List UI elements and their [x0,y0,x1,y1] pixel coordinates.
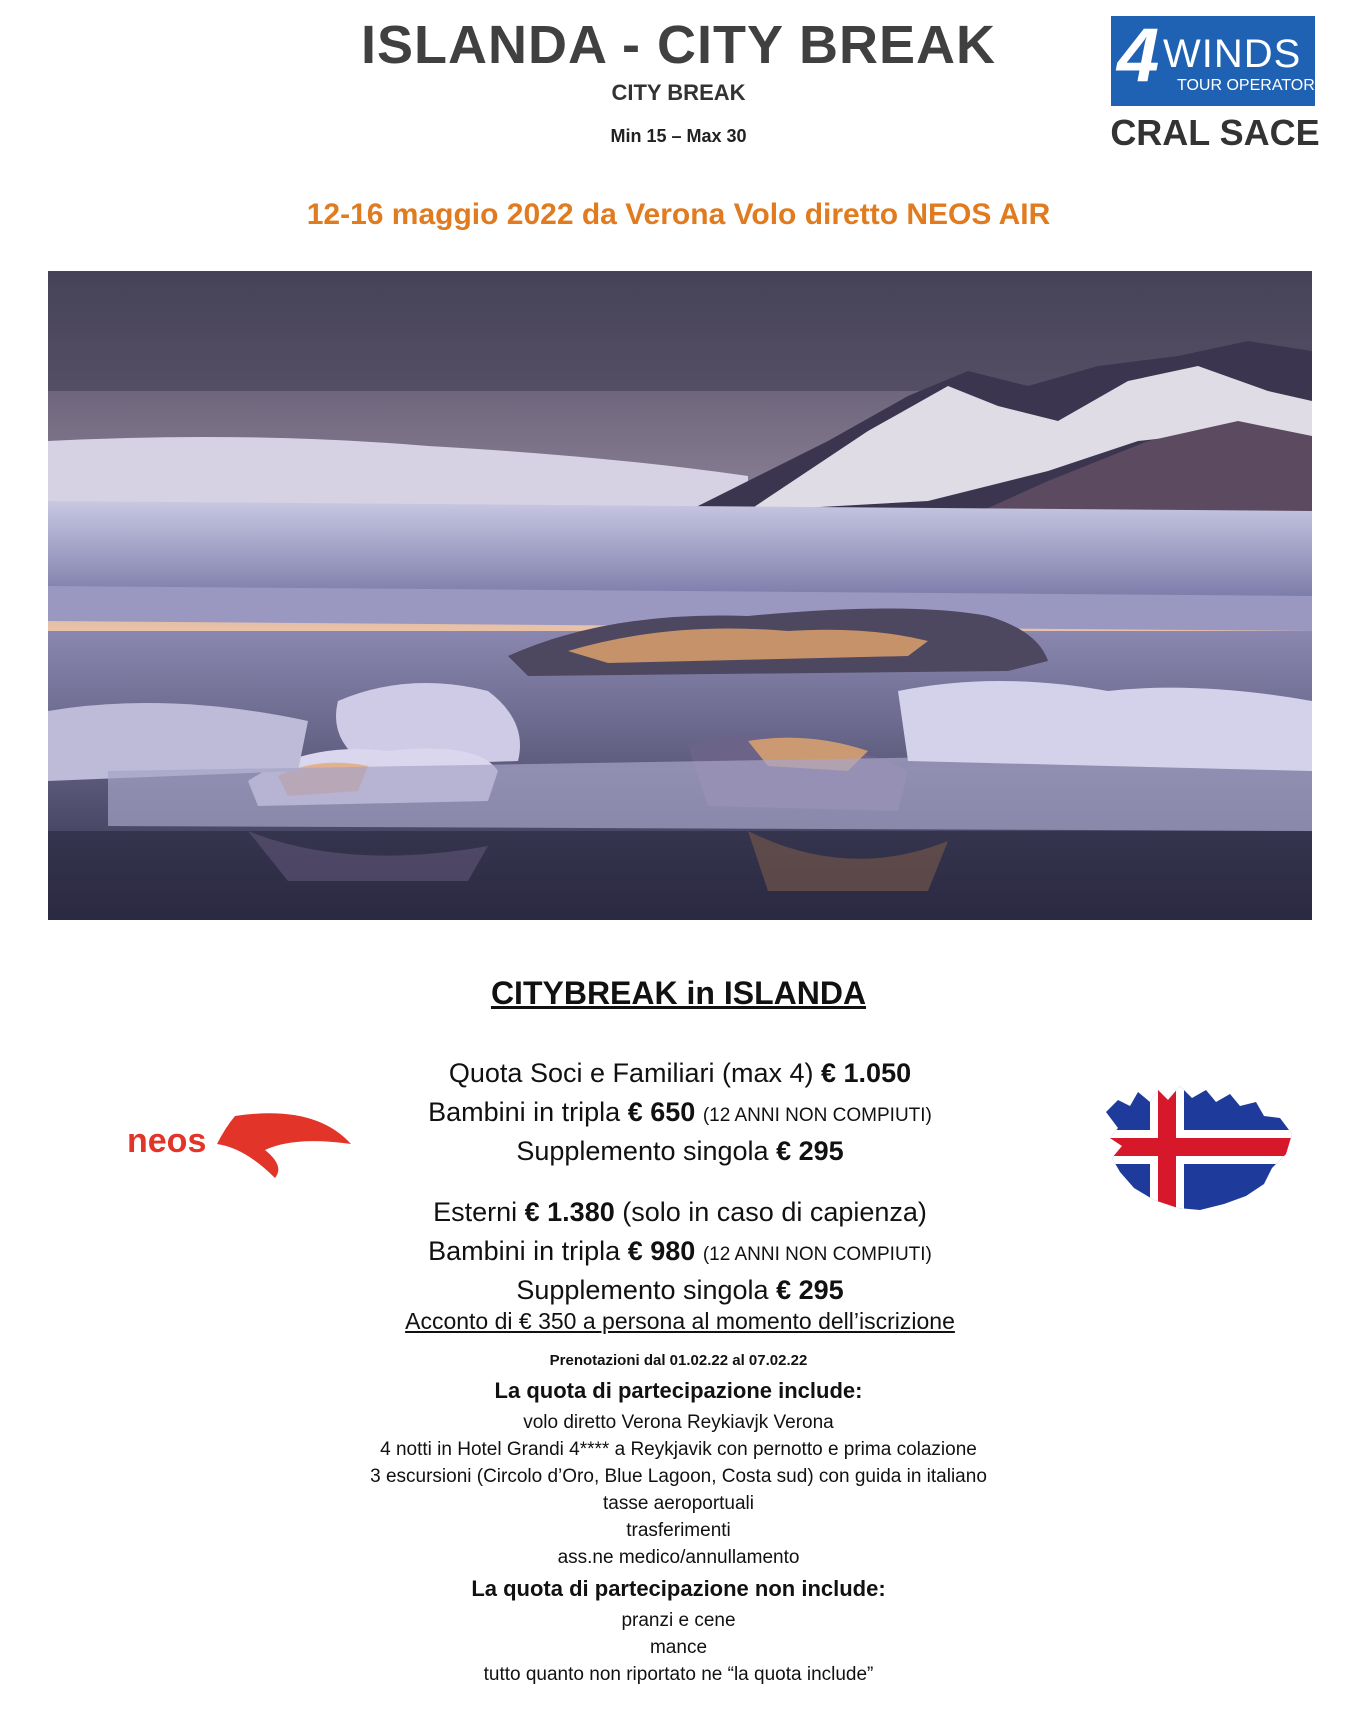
logo-winds: WINDS [1163,32,1302,76]
includes-item: ass.ne medico/annullamento [557,1547,800,1568]
includes-item: trasferimenti [626,1520,731,1541]
price-soci-bambini [360,1097,1000,1128]
excludes-item: mance [649,1637,708,1658]
price-soci-bambini-label: Bambini in tripla [428,1097,621,1127]
price-soci-bambini-note: (12 ANNI NON COMPIUTI) [702,1105,932,1126]
price-esterni-singola-value: € 295 [776,1275,844,1305]
price-soci-familiari [360,1058,1000,1089]
logo-four: 4 [1117,16,1160,98]
page-title: ISLANDA - CITY BREAK [360,15,996,75]
price-soci-singola [360,1136,1000,1167]
excludes-heading: La quota di partecipazione non include: [471,1576,886,1601]
price-esterni-singola [360,1275,1000,1306]
price-esterni [360,1197,1000,1228]
price-esterni-singola-label: Supplemento singola [516,1275,769,1305]
price-esterni-bambini-value: € 980 [627,1236,696,1266]
logo-tour-operator: TOUR OPERATOR [1177,77,1315,94]
includes-item: 3 escursioni (Circolo d’Oro, Blue Lagoon, Costa sud) con guida in italiano [370,1466,987,1487]
deposit-note: Acconto di € 350 a persona al momento dell’iscrizione [405,1308,955,1334]
neos-logo-text: neos [127,1122,207,1160]
excludes-item: pranzi e cene [621,1610,736,1631]
participants-range: Min 15 – Max 30 [610,126,747,146]
price-soci-label: Quota Soci e Familiari (max 4) [448,1058,814,1088]
includes-item: tasse aeroportuali [602,1493,755,1514]
neos-airline-logo [125,1100,355,1180]
cral-label: CRAL SACE [1110,112,1320,153]
price-soci-bambini-value: € 650 [627,1097,696,1127]
includes-heading: La quota di partecipazione include: [494,1378,863,1403]
iceland-glacier-photo [48,271,1312,920]
price-esterni-bambini [360,1236,1000,1267]
price-esterni-value: € 1.380 [524,1197,615,1227]
price-soci-singola-value: € 295 [776,1136,844,1166]
includes-item: volo diretto Verona Reykiavjk Verona [523,1412,834,1433]
price-esterni-bambini-note: (12 ANNI NON COMPIUTI) [702,1244,932,1265]
four-winds-logo [1111,16,1315,106]
price-soci-singola-label: Supplemento singola [516,1136,769,1166]
section-heading: CITYBREAK in ISLANDA [490,975,867,1011]
price-soci-value: € 1.050 [821,1058,912,1088]
includes-item: 4 notti in Hotel Grandi 4**** a Reykjavik con pernotto e prima colazione [380,1439,977,1460]
price-esterni-label: Esterni [433,1197,518,1227]
iceland-flag-map-icon [1088,1072,1298,1222]
excludes-item: tutto quanto non riportato ne “la quota include” [483,1664,874,1685]
price-esterni-note: (solo in caso di capienza) [622,1197,927,1227]
page-subtitle: CITY BREAK [611,80,746,105]
price-esterni-bambini-label: Bambini in tripla [428,1236,621,1266]
travel-dates: 12-16 maggio 2022 da Verona Volo diretto NEOS AIR [306,198,1051,231]
booking-period: Prenotazioni dal 01.02.22 al 07.02.22 [549,1352,808,1369]
